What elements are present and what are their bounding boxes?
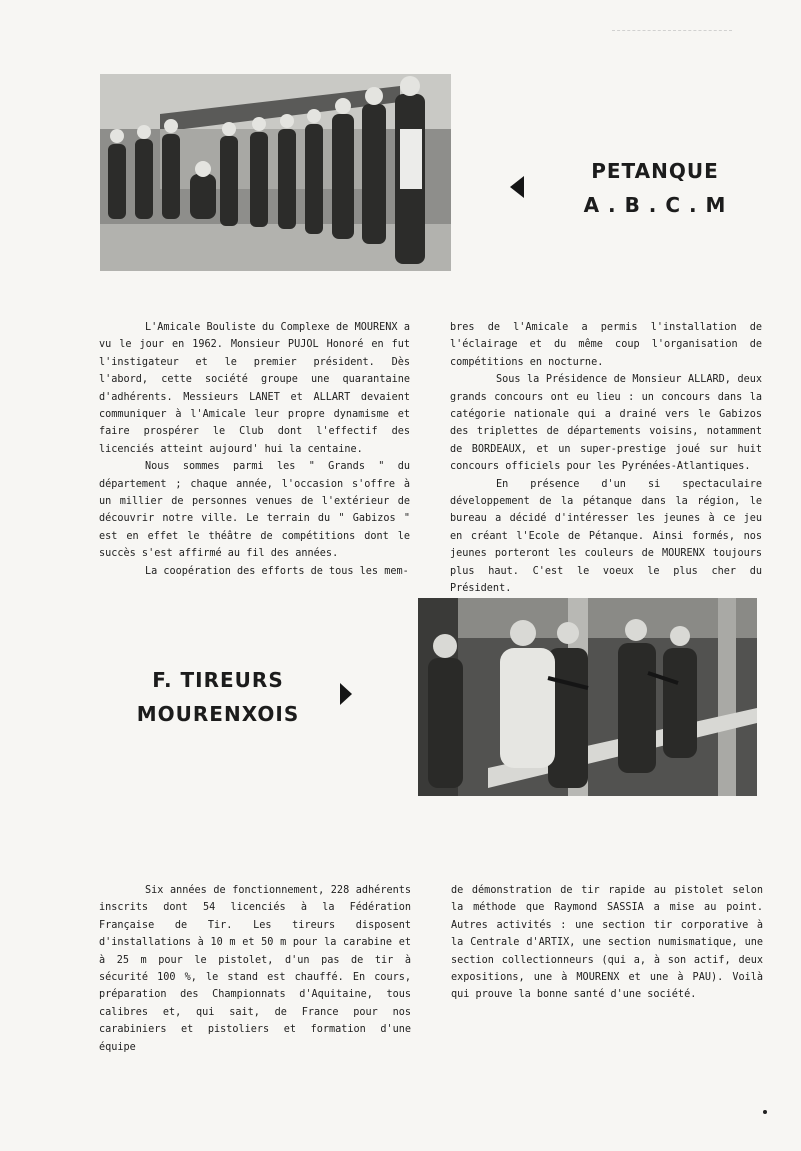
paragraph: La coopération des efforts de tous les mem- [145, 565, 409, 577]
petanque-title [560, 154, 750, 222]
petanque-title-line1: PETANQUE [591, 159, 719, 183]
arrow-left-icon [510, 176, 524, 198]
paragraph: Six années de fonctionnement, 228 adhérents inscrits dont 54 licenciés à la Fédération Française de Tir. Les tireurs disposent d'installations à 10 m et 50 m pour la carabine et à 25 m pour le pistolet, d'un pas de tir à sécurité 100 %, le stand est chauffé. En cours, préparation des Championnats d'Aquitaine, tous calibres et, qui sait, de France pour nos carabiniers et pistoliers et formation d'une équipe [99, 885, 411, 1053]
tireurs-title-line1: F. TIREURS [152, 668, 284, 692]
tireurs-title-line2: MOURENXOIS [136, 702, 300, 726]
petanque-photo [100, 74, 451, 271]
petanque-column-2 [450, 319, 762, 598]
petanque-column-1 [99, 319, 410, 580]
paragraph: L'Amicale Bouliste du Complexe de MOURENX a vu le jour en 1962. Monsieur PUJOL Honoré en fut l'instigateur et le premier président. Dès l'abord, cette société groupe une quarantaine d'adhérents. Messieurs LANET et ALLART devaient communiquer à l'Amicale leur propre dynamisme et faire prospérer le Club dont l'effectif des licenciés atteint aujourd' hui la centaine. [99, 322, 410, 455]
page-dot [763, 1110, 767, 1114]
paragraph: En présence d'un si spectaculaire développement de la pétanque dans la région, le bureau a décidé d'intéresser les jeunes à ce jeu en créant l'Ecole de Pétanque. Ainsi formés, nos jeunes porteront les couleurs de MOURENX toujours plus haut. C'est le voeux le plus cher du Président. [450, 478, 762, 595]
header-marks [612, 30, 732, 35]
paragraph: de démonstration de tir rapide au pistolet selon la méthode que Raymond SASSIA a mise au point. Autres activités : une section tir corporative à la Centrale d'ARTIX, une section numismatique, une section collectionneurs (qui a, à son actif, deux expositions, une à MOURENX et une à PAU). Voilà qui prouve la bonne santé d'une société. [451, 885, 763, 1001]
arrow-right-icon [340, 683, 352, 705]
paragraph: Nous sommes parmi les " Grands " du département ; chaque année, l'occasion s'offre à un millier de personnes venues de l'extérieur de découvrir notre ville. Le terrain du " Gabizos " est en effet le théâtre de compétitions dont le succès s'est affirmé au fil des années. [99, 461, 410, 560]
tireurs-column-2 [451, 882, 763, 1004]
paragraph: bres de l'Amicale a permis l'installation de l'éclairage et du même coup l'organisation de compétitions en nocturne. [450, 322, 762, 368]
shooting-photo [418, 598, 757, 796]
paragraph: Sous la Présidence de Monsieur ALLARD, deux grands concours ont eu lieu : un concours dans la catégorie nationale qui a drainé vers le Gabizos des triplettes de départements voisins, notamment de BORDEAUX, et un super-prestige joué sur huit concours officiels pour les Pyrénées-Atlantiques. [450, 374, 762, 473]
tireurs-title [128, 663, 308, 731]
tireurs-column-1 [99, 882, 411, 1056]
petanque-title-line2: A . B . C . M [583, 193, 727, 217]
